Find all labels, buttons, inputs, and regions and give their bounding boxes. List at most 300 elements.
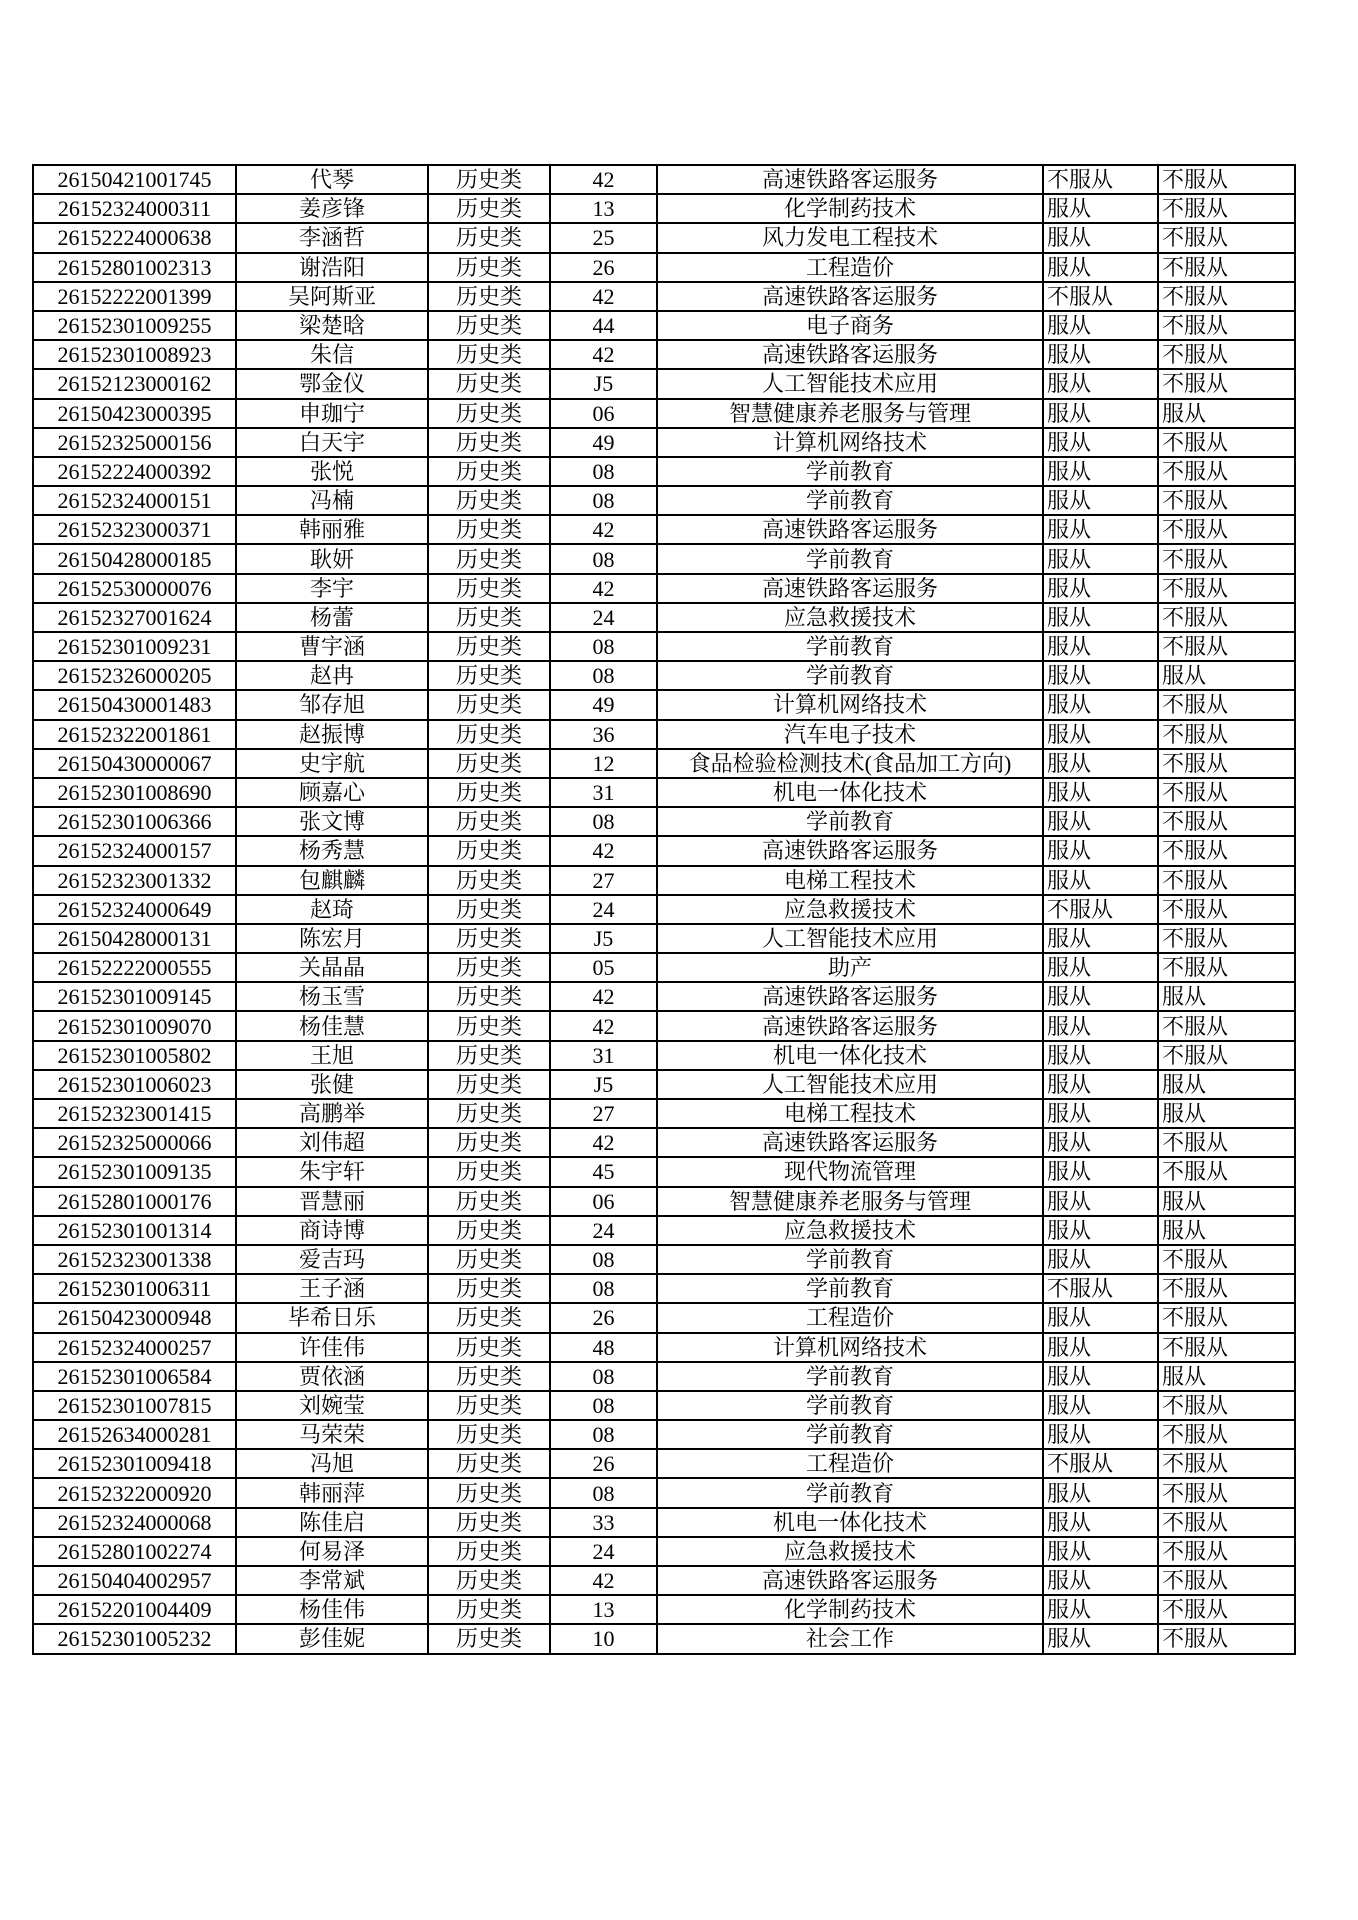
- adjustment-2-cell: 不服从: [1158, 1508, 1295, 1537]
- adjustment-2-cell: 不服从: [1158, 1303, 1295, 1332]
- major-code-cell: 26: [550, 1449, 657, 1478]
- candidate-id-cell: 26152222000555: [33, 953, 236, 982]
- major-code-cell: 42: [550, 165, 657, 194]
- student-name-cell: 韩丽萍: [236, 1478, 428, 1507]
- candidate-id-cell: 26152323001338: [33, 1245, 236, 1274]
- adjustment-1-cell: 服从: [1043, 1041, 1158, 1070]
- major-name-cell: 高速铁路客运服务: [657, 1566, 1043, 1595]
- table-row: [33, 895, 1295, 924]
- student-name-cell: 曹宇涵: [236, 632, 428, 661]
- subject-category-cell: 历史类: [428, 1099, 550, 1128]
- subject-category-cell: 历史类: [428, 1187, 550, 1216]
- candidate-id-cell: 26152801002274: [33, 1537, 236, 1566]
- adjustment-1-cell: 服从: [1043, 1011, 1158, 1040]
- candidate-id-cell: 26152322001861: [33, 720, 236, 749]
- subject-category-cell: 历史类: [428, 778, 550, 807]
- adjustment-2-cell: 不服从: [1158, 1449, 1295, 1478]
- student-name-cell: 朱信: [236, 340, 428, 369]
- subject-category-cell: 历史类: [428, 515, 550, 544]
- subject-category-cell: 历史类: [428, 807, 550, 836]
- major-code-cell: 45: [550, 1157, 657, 1186]
- major-name-cell: 社会工作: [657, 1624, 1043, 1653]
- adjustment-1-cell: 服从: [1043, 1362, 1158, 1391]
- table-row: [33, 778, 1295, 807]
- major-name-cell: 学前教育: [657, 807, 1043, 836]
- adjustment-1-cell: 服从: [1043, 399, 1158, 428]
- adjustment-2-cell: 服从: [1158, 1216, 1295, 1245]
- table-row: [33, 253, 1295, 282]
- adjustment-2-cell: 不服从: [1158, 369, 1295, 398]
- subject-category-cell: 历史类: [428, 486, 550, 515]
- table-row: [33, 311, 1295, 340]
- student-name-cell: 冯楠: [236, 486, 428, 515]
- major-code-cell: 06: [550, 399, 657, 428]
- subject-category-cell: 历史类: [428, 1245, 550, 1274]
- subject-category-cell: 历史类: [428, 369, 550, 398]
- adjustment-1-cell: 服从: [1043, 1420, 1158, 1449]
- major-code-cell: 42: [550, 282, 657, 311]
- major-name-cell: 学前教育: [657, 486, 1043, 515]
- subject-category-cell: 历史类: [428, 1041, 550, 1070]
- adjustment-1-cell: 服从: [1043, 690, 1158, 719]
- adjustment-1-cell: 服从: [1043, 1595, 1158, 1624]
- adjustment-1-cell: 服从: [1043, 1303, 1158, 1332]
- candidate-id-cell: 26152323001415: [33, 1099, 236, 1128]
- table-body: [33, 165, 1295, 1654]
- adjustment-2-cell: 不服从: [1158, 311, 1295, 340]
- major-code-cell: 49: [550, 428, 657, 457]
- subject-category-cell: 历史类: [428, 661, 550, 690]
- subject-category-cell: 历史类: [428, 1420, 550, 1449]
- adjustment-2-cell: 不服从: [1158, 1537, 1295, 1566]
- candidate-id-cell: 26152324000311: [33, 194, 236, 223]
- table-row: [33, 1011, 1295, 1040]
- student-name-cell: 张悦: [236, 457, 428, 486]
- subject-category-cell: 历史类: [428, 895, 550, 924]
- admission-table: [32, 164, 1296, 1655]
- major-code-cell: 08: [550, 457, 657, 486]
- subject-category-cell: 历史类: [428, 282, 550, 311]
- major-code-cell: 08: [550, 1478, 657, 1507]
- candidate-id-cell: 26152301009145: [33, 982, 236, 1011]
- major-code-cell: 42: [550, 1566, 657, 1595]
- adjustment-2-cell: 不服从: [1158, 1420, 1295, 1449]
- major-name-cell: 智慧健康养老服务与管理: [657, 1187, 1043, 1216]
- candidate-id-cell: 26152301005802: [33, 1041, 236, 1070]
- table-row: [33, 1624, 1295, 1653]
- student-name-cell: 谢浩阳: [236, 253, 428, 282]
- candidate-id-cell: 26152301005232: [33, 1624, 236, 1653]
- adjustment-1-cell: 不服从: [1043, 282, 1158, 311]
- table-row: [33, 515, 1295, 544]
- table-row: [33, 574, 1295, 603]
- candidate-id-cell: 26152301009255: [33, 311, 236, 340]
- student-name-cell: 吴阿斯亚: [236, 282, 428, 311]
- subject-category-cell: 历史类: [428, 1216, 550, 1245]
- adjustment-1-cell: 服从: [1043, 574, 1158, 603]
- table-row: [33, 1420, 1295, 1449]
- table-row: [33, 924, 1295, 953]
- table-row: [33, 1478, 1295, 1507]
- major-code-cell: 42: [550, 1011, 657, 1040]
- major-name-cell: 高速铁路客运服务: [657, 515, 1043, 544]
- subject-category-cell: 历史类: [428, 1449, 550, 1478]
- adjustment-2-cell: 服从: [1158, 661, 1295, 690]
- major-name-cell: 学前教育: [657, 1274, 1043, 1303]
- table-row: [33, 836, 1295, 865]
- candidate-id-cell: 26152224000638: [33, 223, 236, 252]
- candidate-id-cell: 26152301009231: [33, 632, 236, 661]
- table-row: [33, 982, 1295, 1011]
- adjustment-2-cell: 不服从: [1158, 690, 1295, 719]
- adjustment-2-cell: 服从: [1158, 1070, 1295, 1099]
- major-code-cell: 42: [550, 1128, 657, 1157]
- major-name-cell: 应急救援技术: [657, 1537, 1043, 1566]
- adjustment-2-cell: 不服从: [1158, 1595, 1295, 1624]
- student-name-cell: 毕希日乐: [236, 1303, 428, 1332]
- subject-category-cell: 历史类: [428, 1537, 550, 1566]
- major-name-cell: 助产: [657, 953, 1043, 982]
- subject-category-cell: 历史类: [428, 574, 550, 603]
- table-row: [33, 1187, 1295, 1216]
- major-code-cell: 31: [550, 778, 657, 807]
- major-code-cell: 08: [550, 1245, 657, 1274]
- candidate-id-cell: 26150423000948: [33, 1303, 236, 1332]
- subject-category-cell: 历史类: [428, 399, 550, 428]
- major-name-cell: 人工智能技术应用: [657, 1070, 1043, 1099]
- major-name-cell: 高速铁路客运服务: [657, 165, 1043, 194]
- major-name-cell: 电梯工程技术: [657, 1099, 1043, 1128]
- adjustment-2-cell: 不服从: [1158, 340, 1295, 369]
- major-code-cell: 42: [550, 515, 657, 544]
- student-name-cell: 白天宇: [236, 428, 428, 457]
- candidate-id-cell: 26150423000395: [33, 399, 236, 428]
- adjustment-2-cell: 服从: [1158, 399, 1295, 428]
- adjustment-2-cell: 不服从: [1158, 1245, 1295, 1274]
- candidate-id-cell: 26152324000068: [33, 1508, 236, 1537]
- adjustment-1-cell: 服从: [1043, 194, 1158, 223]
- major-code-cell: 08: [550, 486, 657, 515]
- major-name-cell: 学前教育: [657, 457, 1043, 486]
- table-row: [33, 1595, 1295, 1624]
- subject-category-cell: 历史类: [428, 982, 550, 1011]
- student-name-cell: 杨玉雪: [236, 982, 428, 1011]
- adjustment-1-cell: 服从: [1043, 1508, 1158, 1537]
- adjustment-2-cell: 不服从: [1158, 544, 1295, 573]
- table-row: [33, 1362, 1295, 1391]
- major-name-cell: 学前教育: [657, 544, 1043, 573]
- major-name-cell: 汽车电子技术: [657, 720, 1043, 749]
- major-code-cell: 24: [550, 895, 657, 924]
- table-row: [33, 428, 1295, 457]
- subject-category-cell: 历史类: [428, 1478, 550, 1507]
- major-name-cell: 计算机网络技术: [657, 428, 1043, 457]
- student-name-cell: 包麒麟: [236, 866, 428, 895]
- adjustment-2-cell: 不服从: [1158, 194, 1295, 223]
- student-name-cell: 鄂金仪: [236, 369, 428, 398]
- student-name-cell: 赵振博: [236, 720, 428, 749]
- candidate-id-cell: 26152301008690: [33, 778, 236, 807]
- major-name-cell: 化学制药技术: [657, 1595, 1043, 1624]
- adjustment-1-cell: 服从: [1043, 1157, 1158, 1186]
- student-name-cell: 何易泽: [236, 1537, 428, 1566]
- adjustment-2-cell: 服从: [1158, 982, 1295, 1011]
- major-code-cell: 26: [550, 1303, 657, 1332]
- table-row: [33, 1216, 1295, 1245]
- major-code-cell: 05: [550, 953, 657, 982]
- adjustment-1-cell: 不服从: [1043, 895, 1158, 924]
- adjustment-1-cell: 服从: [1043, 1566, 1158, 1595]
- table-row: [33, 1333, 1295, 1362]
- subject-category-cell: 历史类: [428, 720, 550, 749]
- candidate-id-cell: 26152301006023: [33, 1070, 236, 1099]
- adjustment-1-cell: 服从: [1043, 486, 1158, 515]
- table-row: [33, 690, 1295, 719]
- major-code-cell: J5: [550, 924, 657, 953]
- student-name-cell: 王子涵: [236, 1274, 428, 1303]
- adjustment-2-cell: 不服从: [1158, 1128, 1295, 1157]
- adjustment-1-cell: 服从: [1043, 836, 1158, 865]
- candidate-id-cell: 26152323001332: [33, 866, 236, 895]
- student-name-cell: 王旭: [236, 1041, 428, 1070]
- table-row: [33, 1391, 1295, 1420]
- major-code-cell: J5: [550, 369, 657, 398]
- adjustment-2-cell: 不服从: [1158, 165, 1295, 194]
- table-row: [33, 720, 1295, 749]
- table-row: [33, 1274, 1295, 1303]
- adjustment-1-cell: 服从: [1043, 1624, 1158, 1653]
- major-name-cell: 工程造价: [657, 1303, 1043, 1332]
- candidate-id-cell: 26152324000649: [33, 895, 236, 924]
- candidate-id-cell: 26152301006584: [33, 1362, 236, 1391]
- major-code-cell: J5: [550, 1070, 657, 1099]
- major-code-cell: 26: [550, 253, 657, 282]
- candidate-id-cell: 26152801002313: [33, 253, 236, 282]
- major-name-cell: 计算机网络技术: [657, 690, 1043, 719]
- major-code-cell: 27: [550, 1099, 657, 1128]
- student-name-cell: 许佳伟: [236, 1333, 428, 1362]
- major-name-cell: 应急救援技术: [657, 1216, 1043, 1245]
- table-row: [33, 457, 1295, 486]
- subject-category-cell: 历史类: [428, 1303, 550, 1332]
- adjustment-1-cell: 服从: [1043, 457, 1158, 486]
- candidate-id-cell: 26152123000162: [33, 369, 236, 398]
- adjustment-2-cell: 不服从: [1158, 632, 1295, 661]
- student-name-cell: 李常斌: [236, 1566, 428, 1595]
- candidate-id-cell: 26152301009135: [33, 1157, 236, 1186]
- candidate-id-cell: 26152301009418: [33, 1449, 236, 1478]
- adjustment-1-cell: 服从: [1043, 778, 1158, 807]
- major-name-cell: 电子商务: [657, 311, 1043, 340]
- candidate-id-cell: 26152326000205: [33, 661, 236, 690]
- major-name-cell: 人工智能技术应用: [657, 369, 1043, 398]
- candidate-id-cell: 26152322000920: [33, 1478, 236, 1507]
- student-name-cell: 耿妍: [236, 544, 428, 573]
- adjustment-1-cell: 服从: [1043, 1099, 1158, 1128]
- student-name-cell: 高鹏举: [236, 1099, 428, 1128]
- subject-category-cell: 历史类: [428, 223, 550, 252]
- table-row: [33, 1449, 1295, 1478]
- table-row: [33, 1303, 1295, 1332]
- major-name-cell: 高速铁路客运服务: [657, 1011, 1043, 1040]
- candidate-id-cell: 26152301008923: [33, 340, 236, 369]
- adjustment-2-cell: 不服从: [1158, 515, 1295, 544]
- major-name-cell: 高速铁路客运服务: [657, 574, 1043, 603]
- adjustment-2-cell: 服从: [1158, 1099, 1295, 1128]
- major-name-cell: 学前教育: [657, 1478, 1043, 1507]
- subject-category-cell: 历史类: [428, 836, 550, 865]
- adjustment-1-cell: 服从: [1043, 982, 1158, 1011]
- adjustment-1-cell: 服从: [1043, 223, 1158, 252]
- student-name-cell: 顾嘉心: [236, 778, 428, 807]
- adjustment-1-cell: 服从: [1043, 661, 1158, 690]
- major-code-cell: 10: [550, 1624, 657, 1653]
- adjustment-1-cell: 服从: [1043, 253, 1158, 282]
- major-name-cell: 电梯工程技术: [657, 866, 1043, 895]
- student-name-cell: 代琴: [236, 165, 428, 194]
- adjustment-2-cell: 不服从: [1158, 924, 1295, 953]
- table-row: [33, 866, 1295, 895]
- major-code-cell: 42: [550, 836, 657, 865]
- major-code-cell: 08: [550, 661, 657, 690]
- adjustment-2-cell: 不服从: [1158, 603, 1295, 632]
- candidate-id-cell: 26152301006366: [33, 807, 236, 836]
- student-name-cell: 赵冉: [236, 661, 428, 690]
- major-code-cell: 49: [550, 690, 657, 719]
- subject-category-cell: 历史类: [428, 632, 550, 661]
- adjustment-2-cell: 不服从: [1158, 836, 1295, 865]
- subject-category-cell: 历史类: [428, 1362, 550, 1391]
- adjustment-2-cell: 不服从: [1158, 486, 1295, 515]
- subject-category-cell: 历史类: [428, 1391, 550, 1420]
- subject-category-cell: 历史类: [428, 457, 550, 486]
- major-code-cell: 24: [550, 1216, 657, 1245]
- subject-category-cell: 历史类: [428, 749, 550, 778]
- subject-category-cell: 历史类: [428, 194, 550, 223]
- major-code-cell: 42: [550, 340, 657, 369]
- candidate-id-cell: 26152301001314: [33, 1216, 236, 1245]
- subject-category-cell: 历史类: [428, 1333, 550, 1362]
- major-name-cell: 工程造价: [657, 253, 1043, 282]
- major-code-cell: 48: [550, 1333, 657, 1362]
- adjustment-2-cell: 不服从: [1158, 1624, 1295, 1653]
- table-row: [33, 953, 1295, 982]
- major-code-cell: 42: [550, 574, 657, 603]
- candidate-id-cell: 26152301007815: [33, 1391, 236, 1420]
- major-name-cell: 食品检验检测技术(食品加工方向): [657, 749, 1043, 778]
- student-name-cell: 陈佳启: [236, 1508, 428, 1537]
- major-code-cell: 44: [550, 311, 657, 340]
- table-row: [33, 1128, 1295, 1157]
- candidate-id-cell: 26150430000067: [33, 749, 236, 778]
- adjustment-1-cell: 服从: [1043, 749, 1158, 778]
- subject-category-cell: 历史类: [428, 1274, 550, 1303]
- student-name-cell: 李宇: [236, 574, 428, 603]
- major-code-cell: 13: [550, 194, 657, 223]
- adjustment-1-cell: 服从: [1043, 1537, 1158, 1566]
- student-name-cell: 史宇航: [236, 749, 428, 778]
- student-name-cell: 韩丽雅: [236, 515, 428, 544]
- adjustment-2-cell: 不服从: [1158, 1566, 1295, 1595]
- student-name-cell: 李涵哲: [236, 223, 428, 252]
- student-name-cell: 关晶晶: [236, 953, 428, 982]
- adjustment-2-cell: 不服从: [1158, 953, 1295, 982]
- adjustment-2-cell: 服从: [1158, 1187, 1295, 1216]
- table-row: [33, 661, 1295, 690]
- student-name-cell: 彭佳妮: [236, 1624, 428, 1653]
- adjustment-1-cell: 不服从: [1043, 165, 1158, 194]
- student-name-cell: 晋慧丽: [236, 1187, 428, 1216]
- subject-category-cell: 历史类: [428, 1011, 550, 1040]
- major-name-cell: 应急救援技术: [657, 603, 1043, 632]
- adjustment-1-cell: 服从: [1043, 632, 1158, 661]
- adjustment-2-cell: 不服从: [1158, 1274, 1295, 1303]
- table-row: [33, 223, 1295, 252]
- adjustment-1-cell: 服从: [1043, 1333, 1158, 1362]
- major-code-cell: 27: [550, 866, 657, 895]
- table-row: [33, 1041, 1295, 1070]
- adjustment-2-cell: 不服从: [1158, 778, 1295, 807]
- candidate-id-cell: 26152224000392: [33, 457, 236, 486]
- adjustment-1-cell: 服从: [1043, 1478, 1158, 1507]
- adjustment-1-cell: 服从: [1043, 428, 1158, 457]
- major-name-cell: 智慧健康养老服务与管理: [657, 399, 1043, 428]
- candidate-id-cell: 26150428000131: [33, 924, 236, 953]
- major-name-cell: 学前教育: [657, 1245, 1043, 1274]
- adjustment-2-cell: 不服从: [1158, 1391, 1295, 1420]
- table-row: [33, 340, 1295, 369]
- table-row: [33, 749, 1295, 778]
- major-name-cell: 高速铁路客运服务: [657, 836, 1043, 865]
- adjustment-1-cell: 服从: [1043, 807, 1158, 836]
- adjustment-1-cell: 不服从: [1043, 1449, 1158, 1478]
- adjustment-1-cell: 服从: [1043, 1128, 1158, 1157]
- adjustment-2-cell: 不服从: [1158, 428, 1295, 457]
- subject-category-cell: 历史类: [428, 1128, 550, 1157]
- table-row: [33, 1508, 1295, 1537]
- adjustment-1-cell: 不服从: [1043, 1274, 1158, 1303]
- adjustment-1-cell: 服从: [1043, 544, 1158, 573]
- major-name-cell: 学前教育: [657, 1362, 1043, 1391]
- subject-category-cell: 历史类: [428, 311, 550, 340]
- candidate-id-cell: 26150404002957: [33, 1566, 236, 1595]
- major-code-cell: 08: [550, 1274, 657, 1303]
- major-code-cell: 06: [550, 1187, 657, 1216]
- adjustment-1-cell: 服从: [1043, 924, 1158, 953]
- major-name-cell: 应急救援技术: [657, 895, 1043, 924]
- candidate-id-cell: 26152301009070: [33, 1011, 236, 1040]
- table-row: [33, 194, 1295, 223]
- major-code-cell: 08: [550, 544, 657, 573]
- adjustment-2-cell: 不服从: [1158, 1157, 1295, 1186]
- student-name-cell: 陈宏月: [236, 924, 428, 953]
- major-code-cell: 42: [550, 982, 657, 1011]
- major-code-cell: 08: [550, 1420, 657, 1449]
- table-row: [33, 1099, 1295, 1128]
- adjustment-2-cell: 不服从: [1158, 1011, 1295, 1040]
- student-name-cell: 贾依涵: [236, 1362, 428, 1391]
- adjustment-1-cell: 服从: [1043, 953, 1158, 982]
- table-row: [33, 1245, 1295, 1274]
- major-name-cell: 学前教育: [657, 661, 1043, 690]
- adjustment-2-cell: 不服从: [1158, 253, 1295, 282]
- adjustment-2-cell: 不服从: [1158, 282, 1295, 311]
- adjustment-2-cell: 不服从: [1158, 1041, 1295, 1070]
- adjustment-2-cell: 不服从: [1158, 1333, 1295, 1362]
- candidate-id-cell: 26152325000156: [33, 428, 236, 457]
- subject-category-cell: 历史类: [428, 953, 550, 982]
- adjustment-1-cell: 服从: [1043, 603, 1158, 632]
